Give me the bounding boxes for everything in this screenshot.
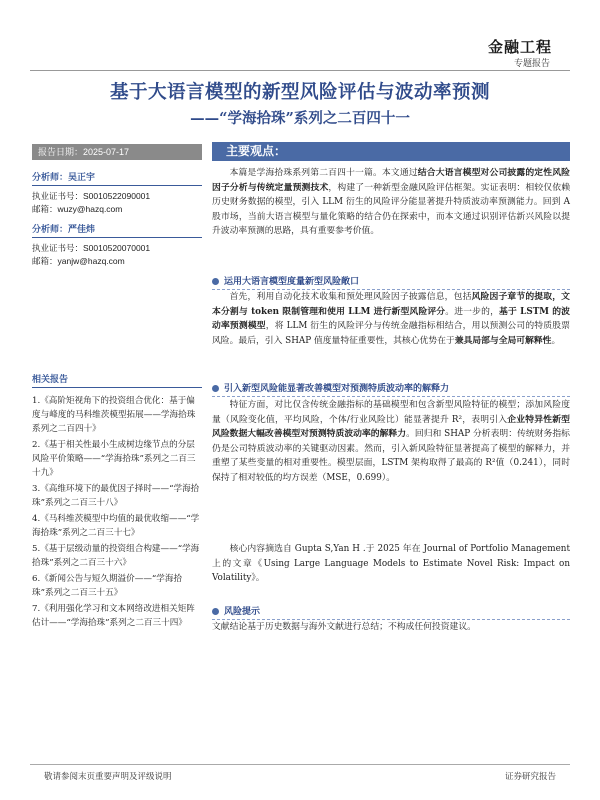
footer-label: 证券研究报告 — [504, 772, 556, 782]
section-heading: 引入新型风险能显著改善模型对预测特质波动率的解释力 — [212, 381, 570, 397]
analyst-block — [32, 170, 202, 216]
risk-paragraph: 文献结论基于历史数据与海外文献进行总结；不构成任何投资建议。 — [212, 622, 476, 632]
related-report-item[interactable]: 5.《基于层级动量的投资组合构建——“学海拾珠”系列之二百三十六》 — [32, 544, 200, 568]
related-report-item[interactable]: 4.《马科维茨模型中均值的最优收缩——“学海拾珠”系列之二百三十七》 — [32, 514, 200, 538]
analyst-license: 执业证书号：S0010520070001 — [32, 243, 151, 254]
analyst-block — [32, 222, 202, 268]
footer-disclaimer: 敬请参阅末页重要声明及评级说明 — [44, 772, 172, 782]
key-points-heading: 主要观点： — [212, 142, 570, 161]
related-report-item[interactable]: 6.《新闻公告与短久期溢价——“学海拾珠”系列之二百三十五》 — [32, 574, 183, 598]
analyst-license: 执业证书号：S0010522090001 — [32, 191, 151, 202]
section1-paragraph: 首先，利用自动化技术收集和预处理风险因子披露信息，包括风险因子章节的提取，文本分割与 token 限制管理和使用 LLM 进行新型风险评分。进一步的，基于 LSTM 的波动率预测模型，将 LLM 衍生的风险评分与传统金融指标相结合，用以预测公司的特质股票风险。最后，引入 SHAP 值度量特征重要性，其核心优势在于兼具局部与全局可解释性。 — [212, 292, 570, 346]
section-heading: 运用大语言模型度量新型风险敞口 — [212, 274, 570, 290]
report-title: 基于大语言模型的新型风险评估与波动率预测 — [109, 82, 490, 103]
header-divider — [30, 70, 570, 71]
section-heading: 风险提示 — [212, 604, 570, 620]
related-reports-heading: 相关报告 — [32, 372, 202, 388]
analyst-name: 分析师：吴正宇 — [32, 170, 202, 186]
source-note: 核心内容摘选自 Gupta S,Yan H .于 2025 年在 Journal of Portfolio Management 上的文章《Using Large Language Models to Estimate Novel Risk: Impact on Volatility》。 — [212, 544, 570, 583]
report-date: 报告日期：2025-07-17 — [32, 144, 202, 160]
bullet-icon — [212, 608, 219, 615]
report-subtitle: ——“学海拾珠”系列之二百四十一 — [190, 110, 410, 127]
related-report-item[interactable]: 3.《高维环境下的最优因子择时——“学海拾珠”系列之二百三十八》 — [32, 484, 200, 508]
related-report-item[interactable]: 2.《基于相关性最小生成树边缘节点的分层风险平价策略——“学海拾珠”系列之二百三十九》 — [32, 440, 196, 478]
header-brand: 金融工程 — [487, 38, 552, 56]
intro-paragraph: 本篇是学海拾珠系列第二百四十一篇。本文通过结合大语言模型对公司披露的定性风险因子分析与传统定量预测技术，构建了一种新型金融风险评估框架。实证表明：相较仅依赖历史财务数据的模型，引入 LLM 衍生的风险评分能显著提升特质波动率预测能力。回到 A 股市场，当前大语言模型与量化策略的结合仍在探索中，而本文通过识别评估新兴风险以提升波动率预测的思路，具有重要参考价值。 — [212, 168, 570, 236]
footer-divider — [30, 764, 570, 765]
analyst-name: 分析师：严佳炜 — [32, 222, 202, 238]
analyst-email: 邮箱：yanjw@hazq.com — [32, 256, 125, 267]
analyst-email: 邮箱：wuzy@hazq.com — [32, 204, 123, 215]
bullet-icon — [212, 278, 219, 285]
bullet-icon — [212, 385, 219, 392]
section2-paragraph: 特征方面，对比仅含传统金融指标的基础模型和包含新型风险特征的模型；添加风险度量（风险变化值，平均风险，个体/行业风险比）能显著提升 R²，表明引入企业特异性新型风险数据大幅改善模型对预测特质波动率的解释力。回归和 SHAP 分析表明：传统财务指标仍是公司特质波动率的关键驱动因素。然而，引入新风险特征显著提高了模型的解释力，并重塑了某些变量的相对重要性。模型层面，LSTM 架构取得了最高的 R²值（0.241），同时保持了相对较低的均方误差（MSE，0.699）。 — [212, 400, 570, 483]
related-reports — [32, 372, 202, 632]
related-report-item[interactable]: 7.《利用强化学习和文本网络改进相关矩阵估计——“学海拾珠”系列之二百三十四》 — [32, 604, 195, 628]
related-report-item[interactable]: 1.《高阶矩视角下的投资组合优化：基于偏度与峰度的马科维茨模型拓展——学海拾珠系列之二百四十》 — [32, 396, 196, 434]
report-type: 专题报告 — [513, 59, 550, 69]
